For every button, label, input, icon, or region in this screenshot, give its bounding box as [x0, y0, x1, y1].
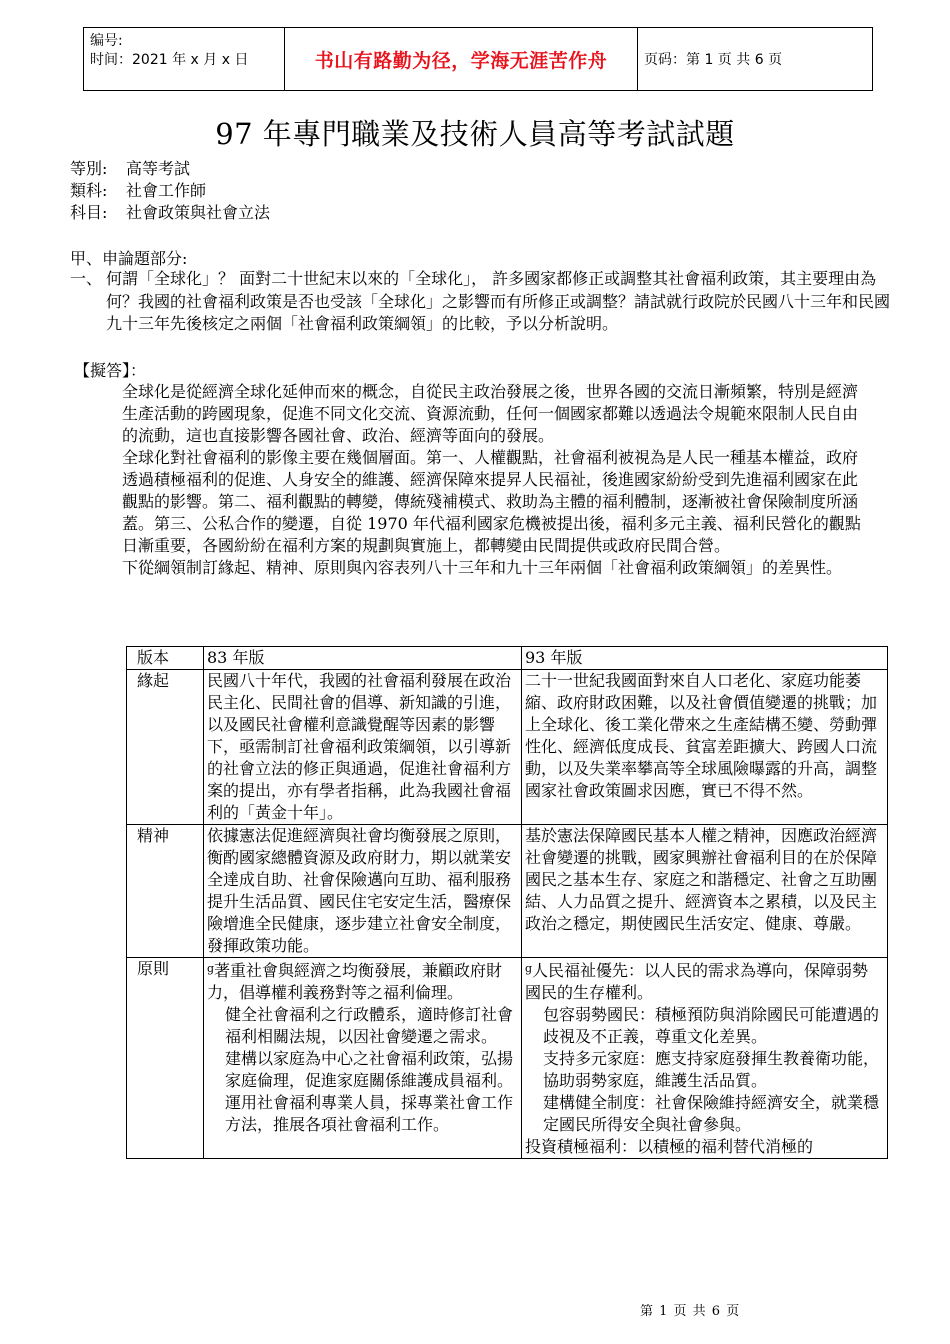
header-cell: 版本: [127, 647, 204, 670]
question: [70, 268, 890, 336]
answer-paragraph: 全球化是從經濟全球化延伸而來的概念，自從民主政治發展之後，世界各國的交流日漸頻繁，特別是經濟生產活動的跨國現象，促進不同文化交流、資源流動，任何一個國家都難以透過法令規範來限制人民自由的流動，這也直接影響各國社會、政治、經濟等面向的發展。: [122, 382, 859, 445]
header-info-cell: [84, 28, 285, 91]
row-label: 緣起: [127, 670, 204, 825]
principle-item: 建構以家庭為中心之社會福利政策，弘揚家庭倫理，促進家庭關係維護成員福利。: [225, 1049, 514, 1090]
bullet-marker: g: [207, 962, 215, 975]
meta-value: 社會工作師: [126, 181, 207, 200]
answer-paragraph: 下從綱領制訂緣起、精神、原則與內容表列八十三年和九十三年兩個「社會福利政策綱領」的差異性。: [122, 558, 843, 577]
header-cell: 83 年版: [204, 647, 522, 670]
principle-item: 建構健全制度：社會保險維持經濟安全，就業穩定國民所得安全與社會參與。: [543, 1093, 880, 1134]
principle-text: 人民福祉優先：以人民的需求為導向，保障弱勢國民的生存權利。: [525, 961, 869, 1002]
time-label: 时间：2021 年 x 月 x 日: [90, 52, 249, 68]
row-label: 精神: [127, 825, 204, 958]
header-table: [83, 27, 873, 91]
principle-item: 健全社會福利之行政體系，適時修訂社會福利相關法規，以因社會變遷之需求。: [225, 1005, 514, 1046]
exam-meta: [70, 158, 270, 224]
cell-83: 依據憲法促進經濟與社會均衡發展之原則，衡酌國家總體資源及政府財力，期以就業安全達成自助、社會保險邁向互助、福利服務提升生活品質、國民住宅安定生活，醫療保險增進全民健康，逐步建立社會安全制度，發揮政策功能。: [204, 825, 522, 958]
principle-item: [525, 958, 883, 1004]
cell-83: 民國八十年代，我國的社會福利發展在政治民主化、民間社會的倡導、新知識的引進，以及國民社會權利意識覺醒等因素的影響下，亟需制訂社會福利政策綱領，以引導新的社會立法的修正與通過，促進社會福利方案的提出，亦有學者指稱，此為我國社會福利的「黃金十年」。: [204, 670, 522, 825]
row-label: 原則: [127, 958, 204, 1159]
principle-item: 投資積極福利：以積極的福利替代消極的: [525, 1137, 814, 1156]
header-page-info: 页码：第 1 页 共 6 页: [638, 28, 873, 91]
meta-category: [70, 180, 270, 202]
table-row: [127, 825, 888, 958]
principle-item: 包容弱勢國民：積極預防與消除國民可能遭遇的歧視及不正義，尊重文化差異。: [543, 1005, 880, 1046]
bullet-marker: g: [525, 962, 533, 975]
comparison-table: [126, 646, 888, 1159]
page-footer: 第 1 页 共 6 页: [640, 1304, 741, 1319]
answer-paragraph: 全球化對社會福利的影像主要在幾個層面。第一、人權觀點，社會福利被視為是人民一種基本權益，政府透過積極福利的促進、人身安全的維護、經濟保障來提昇人民福祉，後進國家紛紛受到先進福利國家在此觀點的影響。第二、福利觀點的轉變，傳統殘補模式、救助為主體的福利體制，逐漸被社會保險制度所涵蓋。第三、公私合作的變遷，自從 1970 年代福利國家危機被提出後，福利多元主義、福利民營化的觀點日漸重要，各國紛紛在福利方案的規劃與實施上，都轉變由民間提供或政府民間合營。: [122, 448, 861, 555]
principle-text: 著重社會與經濟之均衡發展，兼顧政府財力，倡導權利義務對等之福利倫理。: [207, 961, 503, 1002]
meta-label: 等別:: [70, 159, 108, 178]
meta-value: 高等考試: [126, 159, 191, 178]
principle-item: [207, 958, 517, 1004]
cell-83-principles: [204, 958, 522, 1159]
number-label: 编号:: [90, 33, 123, 49]
cell-93: 基於憲法保障國民基本人權之精神，因應政治經濟社會變遷的挑戰，國家興辦社會福利目的在於保障國民之基本生存、家庭之和諧穩定、社會之互助團結、人力品質之提升、經濟資本之累積，以及民主政治之穩定，期使國民生活安定、健康、尊嚴。: [522, 825, 888, 958]
question-text: 何謂「全球化」？ 面對二十世紀末以來的「全球化」， 許多國家都修正或調整其社會福利政策，其主要理由為何？我國的社會福利政策是否也受該「全球化」之影響而有所修正或調整？請試就行政院於民國八十三年和民國九十三年先後核定之兩個「社會福利政策綱領」的比較，予以分析說明。: [106, 269, 891, 333]
cell-93: 二十一世紀我國面對來自人口老化、家庭功能萎縮、政府財政困難，以及社會價值變遷的挑戰；加上全球化、後工業化帶來之生產結構丕變、勞動彈性化、經濟低度成長、貧富差距擴大、跨國人口流動，以及失業率攀高等全球風險曝露的升高，調整國家社會政策圖求因應，實已不得不然。: [522, 670, 888, 825]
answer-body: [122, 381, 872, 579]
table-header-row: [127, 647, 888, 670]
meta-value: 社會政策與社會立法: [126, 203, 271, 222]
table-row: [127, 958, 888, 1159]
cell-93-principles: [522, 958, 888, 1159]
meta-subject: [70, 202, 270, 224]
table-row: [127, 670, 888, 825]
meta-label: 科目:: [70, 203, 108, 222]
header-slogan: 书山有路勤为径，学海无涯苦作舟: [285, 28, 638, 91]
answer-label: 【擬答】：: [74, 361, 147, 380]
meta-level: [70, 158, 270, 180]
meta-label: 類科:: [70, 181, 108, 200]
principle-item: 運用社會福利專業人員，採專業社會工作方法，推展各項社會福利工作。: [225, 1093, 514, 1134]
header-cell: 93 年版: [522, 647, 888, 670]
principle-item: 支持多元家庭：應支持家庭發揮生教養衛功能，協助弱勢家庭，維護生活品質。: [543, 1049, 880, 1090]
question-number: 一、: [70, 269, 103, 288]
page-title: 97 年專門職業及技術人員高等考試試題: [215, 117, 735, 151]
section-heading: 甲、申論題部分:: [70, 249, 188, 268]
